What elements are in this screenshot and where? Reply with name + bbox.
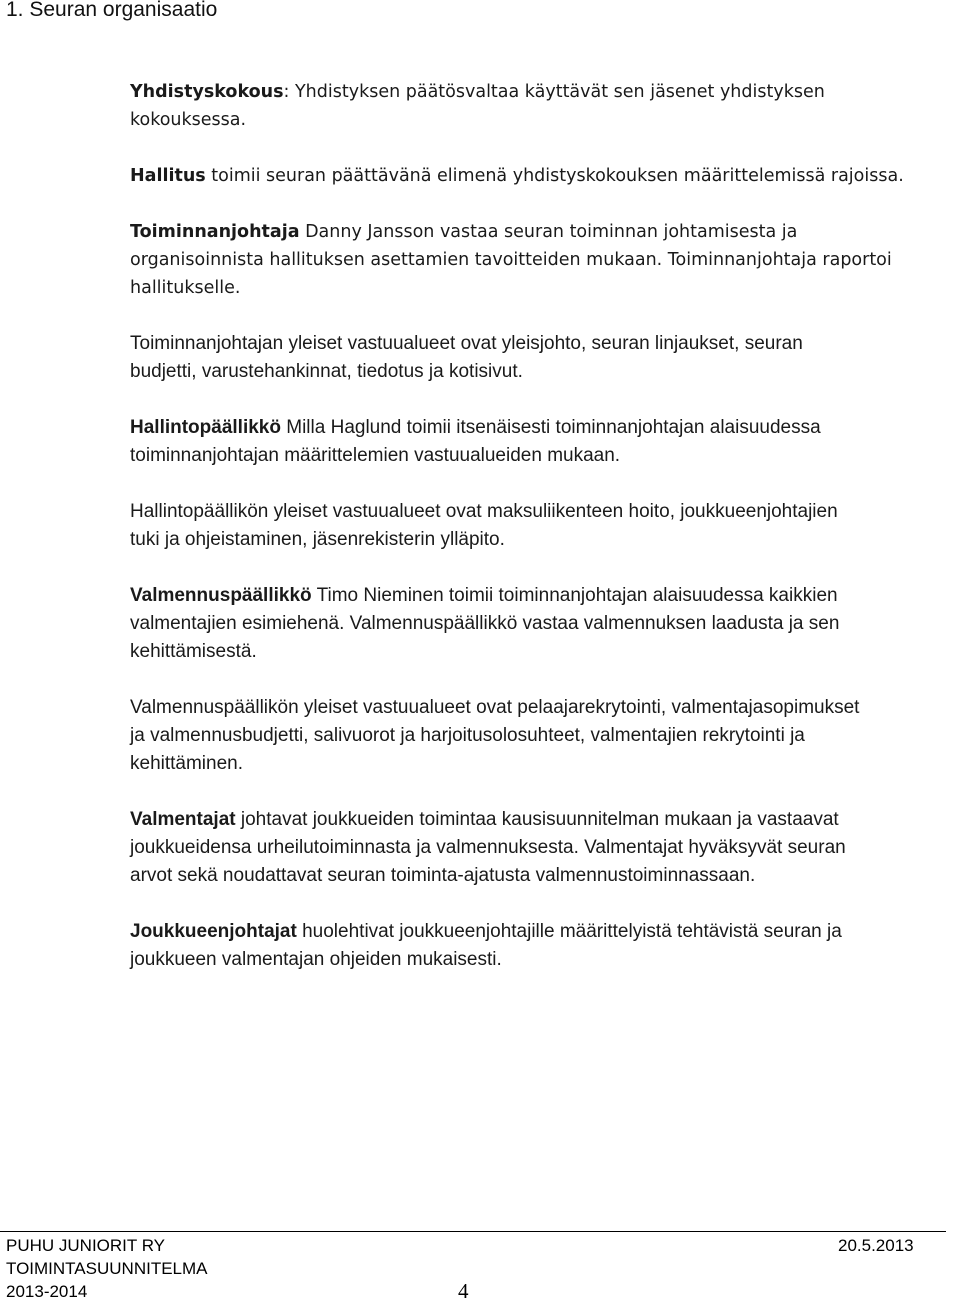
- line-text: Toiminnanjohtajan yleiset vastuualueet ovat yleisjohto, seuran linjaukset, seuran: [130, 333, 803, 354]
- line-text: Danny Jansson vastaa seuran toiminnan johtamisesta ja: [299, 222, 798, 242]
- paragraph-line: [130, 750, 930, 778]
- line-text: organisoinnista hallituksen asettamien tavoitteiden mukaan. Toiminnanjohtaja raportoi: [130, 250, 892, 270]
- line-text: toiminnanjohtajan määrittelemien vastuualueiden mukaan.: [130, 445, 621, 466]
- paragraph-line: [130, 442, 930, 470]
- paragraph-toiminnanjohtaja: [130, 218, 930, 302]
- line-text: joukkueen valmentajan ohjeiden mukaisesti.: [130, 949, 502, 970]
- paragraph-line: [130, 722, 930, 750]
- paragraph-line: [130, 862, 930, 890]
- footer-date: 20.5.2013: [838, 1236, 914, 1255]
- footer-season: 2013-2014: [6, 1282, 88, 1301]
- line-text: arvot sekä noudattavat seuran toiminta-ajatusta valmennustoiminnassaan.: [130, 865, 756, 886]
- paragraph-line: [130, 162, 930, 190]
- line-text: budjetti, varustehankinnat, tiedotus ja kotisivut.: [130, 361, 523, 382]
- paragraph-line: [130, 106, 930, 134]
- line-text: tuki ja ohjeistaminen, jäsenrekisterin ylläpito.: [130, 529, 505, 550]
- paragraph-line: [130, 582, 930, 610]
- footer-organization: PUHU JUNIORIT RY: [6, 1236, 166, 1255]
- footer-divider: [0, 1231, 946, 1232]
- paragraph-line: [130, 218, 930, 246]
- term-label: Valmentajat: [130, 809, 236, 830]
- paragraph-line: [130, 274, 930, 302]
- paragraph-line: [130, 946, 930, 974]
- paragraph-hallintopaallikko: [130, 414, 930, 470]
- term-label: Valmennuspäällikkö: [130, 585, 312, 606]
- term-label: Yhdistyskokous: [130, 82, 284, 102]
- paragraph-line: [130, 610, 930, 638]
- line-text: : Yhdistyksen päätösvaltaa käyttävät sen jäsenet yhdistyksen: [283, 82, 825, 102]
- paragraph-line: [130, 358, 930, 386]
- paragraph-toiminnanjohtaja-vastuualueet: [130, 330, 930, 386]
- term-label: Toiminnanjohtaja: [130, 222, 300, 242]
- paragraph-line: [130, 806, 930, 834]
- paragraph-line: [130, 638, 930, 666]
- term-label: Joukkueenjohtajat: [130, 921, 297, 942]
- line-text: huolehtivat joukkueenjohtajille määrittelyistä tehtävistä seuran ja: [296, 921, 842, 942]
- paragraph-line: [130, 78, 930, 106]
- paragraph-valmentajat: [130, 806, 930, 890]
- term-label: Hallintopäällikkö: [130, 417, 281, 438]
- line-text: hallitukselle.: [130, 278, 241, 298]
- page-number: 4: [458, 1279, 469, 1303]
- line-text: Valmennuspäällikön yleiset vastuualueet ovat pelaajarekrytointi, valmentajasopimukset: [130, 697, 860, 718]
- paragraph-line: [130, 246, 930, 274]
- paragraph-line: [130, 918, 930, 946]
- paragraph-line: [130, 330, 930, 358]
- line-text: Timo Nieminen toimii toiminnanjohtajan alaisuudessa kaikkien: [311, 585, 838, 606]
- paragraph-line: [130, 694, 930, 722]
- paragraph-valmennuspaallikko-vastuualueet: [130, 694, 930, 778]
- line-text: ja valmennusbudjetti, salivuorot ja harjoitusolosuhteet, valmentajien rekrytointi ja: [130, 725, 805, 746]
- line-text: kehittämisestä.: [130, 641, 257, 662]
- line-text: valmentajien esimiehenä. Valmennuspäällikkö vastaa valmennuksen laadusta ja sen: [130, 613, 840, 634]
- paragraph-line: [130, 498, 930, 526]
- footer-document-title: TOIMINTASUUNNITELMA: [6, 1259, 208, 1278]
- line-text: johtavat joukkueiden toimintaa kausisuunnitelman mukaan ja vastaavat: [235, 809, 839, 830]
- paragraph-line: [130, 526, 930, 554]
- paragraph-valmennuspaallikko: [130, 582, 930, 666]
- line-text: kehittäminen.: [130, 753, 244, 774]
- paragraph-line: [130, 414, 930, 442]
- line-text: Hallintopäällikön yleiset vastuualueet ovat maksuliikenteen hoito, joukkueenjohtajien: [130, 501, 838, 522]
- line-text: joukkueidensa urheilutoiminnasta ja valmennuksesta. Valmentajat hyväksyvät seuran: [130, 837, 846, 858]
- paragraph-hallintopaallikko-vastuualueet: [130, 498, 930, 554]
- paragraph-joukkueenjohtajat: [130, 918, 930, 974]
- paragraph-hallitus: [130, 162, 930, 190]
- paragraph-yhdistyskokous: [130, 78, 930, 134]
- line-text: Milla Haglund toimii itsenäisesti toiminnanjohtajan alaisuudessa: [280, 417, 821, 438]
- line-text: kokouksessa.: [130, 110, 247, 130]
- section-heading: 1. Seuran organisaatio: [6, 0, 218, 21]
- paragraph-line: [130, 834, 930, 862]
- term-label: Hallitus: [130, 166, 206, 186]
- line-text: toimii seuran päättävänä elimenä yhdistyskokouksen määrittelemissä rajoissa.: [205, 166, 904, 186]
